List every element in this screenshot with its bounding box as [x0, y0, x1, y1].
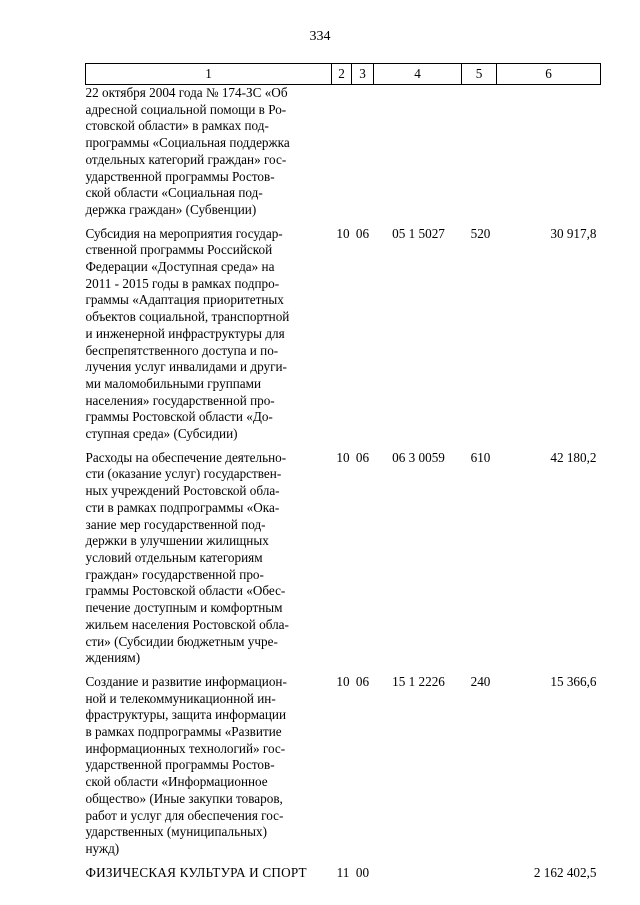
- subsection-code: 06: [355, 449, 370, 465]
- section-code: 10: [336, 225, 350, 241]
- description-line: зание мер государственной под-: [85, 516, 266, 532]
- description-line: ственной программы Российской: [85, 242, 273, 258]
- section-code: [332, 85, 352, 226]
- table-row: [86, 450, 601, 674]
- section-code: 11: [336, 864, 350, 880]
- description-line: ждениям): [85, 650, 141, 666]
- description-line: общество» (Иные закупки товаров,: [85, 790, 283, 806]
- description-line: фраструктуры, защита информации: [85, 707, 287, 723]
- column-header: 5: [462, 64, 497, 85]
- description-line: информационных технологий» гос-: [85, 740, 286, 756]
- description-line: населения» государственной про-: [85, 392, 275, 408]
- subsection-code: 00: [355, 864, 370, 880]
- subsection-code: 06: [355, 225, 370, 241]
- column-header: 1: [86, 64, 332, 85]
- section-title: ФИЗИЧЕСКАЯ КУЛЬТУРА И СПОРТ: [85, 864, 307, 880]
- description-line: стовской области» в рамках под-: [85, 118, 269, 134]
- description-line: программы «Социальная поддержка: [85, 135, 290, 151]
- expense-type-code: 240: [470, 673, 491, 689]
- description-line: адресной социальной помощи в Ро-: [85, 101, 287, 117]
- section-code: 10: [336, 673, 350, 689]
- description-line: граммы Ростовской области «До-: [85, 409, 273, 425]
- expense-type-code: 520: [470, 225, 491, 241]
- description-line: лучения услуг инвалидами и други-: [85, 359, 287, 375]
- amount-value: [497, 85, 601, 226]
- description-line: и инженерной инфраструктуры для: [85, 325, 285, 341]
- table-header-row: [86, 64, 601, 85]
- description-line: ской области «Социальная под-: [85, 185, 263, 201]
- description-line: печение доступным и комфортным: [85, 600, 283, 616]
- expense-description: [86, 450, 332, 674]
- description-line: ударственной программы Ростов-: [85, 168, 275, 184]
- expense-description: [86, 226, 332, 450]
- budget-table: [85, 63, 601, 888]
- target-article-code: [374, 865, 462, 889]
- description-line: граммы Ростовской области «Обес-: [85, 583, 286, 599]
- description-line: нужд): [85, 840, 120, 856]
- description-line: ной и телекоммуникационной ин-: [85, 690, 276, 706]
- description-line: работ и услуг для обеспечения гос-: [85, 807, 284, 823]
- description-line: ской области «Информационное: [85, 774, 268, 790]
- description-line: ударственных (муниципальных): [85, 824, 267, 840]
- description-line: Расходы на обеспечение деятельно-: [85, 449, 287, 465]
- description-line: ных учреждений Ростовской обла-: [85, 483, 280, 499]
- section-code: 10: [336, 449, 350, 465]
- column-header: 3: [352, 64, 374, 85]
- amount-value: 42 180,2: [550, 449, 597, 465]
- description-line: держки в улучшении жилищных: [85, 533, 269, 549]
- table-row: [86, 674, 601, 865]
- column-header: 4: [374, 64, 462, 85]
- description-line: ступная среда» (Субсидии): [85, 426, 238, 442]
- description-line: Создание и развитие информацион-: [85, 673, 287, 689]
- expense-type-code: [462, 85, 497, 226]
- description-line: 22 октября 2004 года № 174-ЗС «Об: [85, 85, 288, 100]
- description-line: ми маломобильными группами: [85, 375, 262, 391]
- expense-description: [86, 85, 332, 226]
- subsection-code: 06: [355, 673, 370, 689]
- description-line: Федерации «Доступная среда» на: [85, 259, 275, 275]
- description-line: сти в рамках подпрограммы «Ока-: [85, 499, 280, 515]
- section-row: [86, 865, 601, 889]
- expense-type-code: [462, 865, 497, 889]
- subsection-code: [352, 85, 374, 226]
- amount-value: 30 917,8: [550, 225, 597, 241]
- table-body: [86, 85, 601, 889]
- description-line: граждан» государственной про-: [85, 566, 264, 582]
- amount-value: 15 366,6: [550, 673, 597, 689]
- description-line: отдельных категорий граждан» гос-: [85, 151, 287, 167]
- expense-description: [86, 674, 332, 865]
- description-line: беспрепятственного доступа и по-: [85, 342, 279, 358]
- expense-type-code: 610: [470, 449, 491, 465]
- description-line: сти» (Субсидии бюджетным учре-: [85, 633, 278, 649]
- target-article-code: 05 1 5027: [392, 225, 445, 241]
- description-line: граммы «Адаптация приоритетных: [85, 292, 284, 308]
- table-row: [86, 85, 601, 226]
- description-line: держка граждан» (Субвенции): [85, 201, 257, 217]
- description-line: жильем населения Ростовской обла-: [85, 616, 289, 632]
- target-article-code: 06 3 0059: [392, 449, 445, 465]
- target-article-code: [374, 85, 462, 226]
- column-header: 6: [497, 64, 601, 85]
- description-line: объектов социальной, транспортной: [85, 309, 290, 325]
- description-line: сти (оказание услуг) государствен-: [85, 466, 282, 482]
- table-row: [86, 226, 601, 450]
- target-article-code: 15 1 2226: [392, 673, 445, 689]
- description-line: ударственной программы Ростов-: [85, 757, 275, 773]
- section-amount: 2 162 402,5: [533, 864, 597, 880]
- column-header: 2: [332, 64, 352, 85]
- description-line: в рамках подпрограммы «Развитие: [85, 724, 282, 740]
- page-number: 334: [309, 29, 331, 44]
- description-line: 2011 - 2015 годы в рамках подпро-: [85, 275, 280, 291]
- description-line: условий отдельным категориям: [85, 549, 263, 565]
- description-line: Субсидия на мероприятия государ-: [85, 225, 283, 241]
